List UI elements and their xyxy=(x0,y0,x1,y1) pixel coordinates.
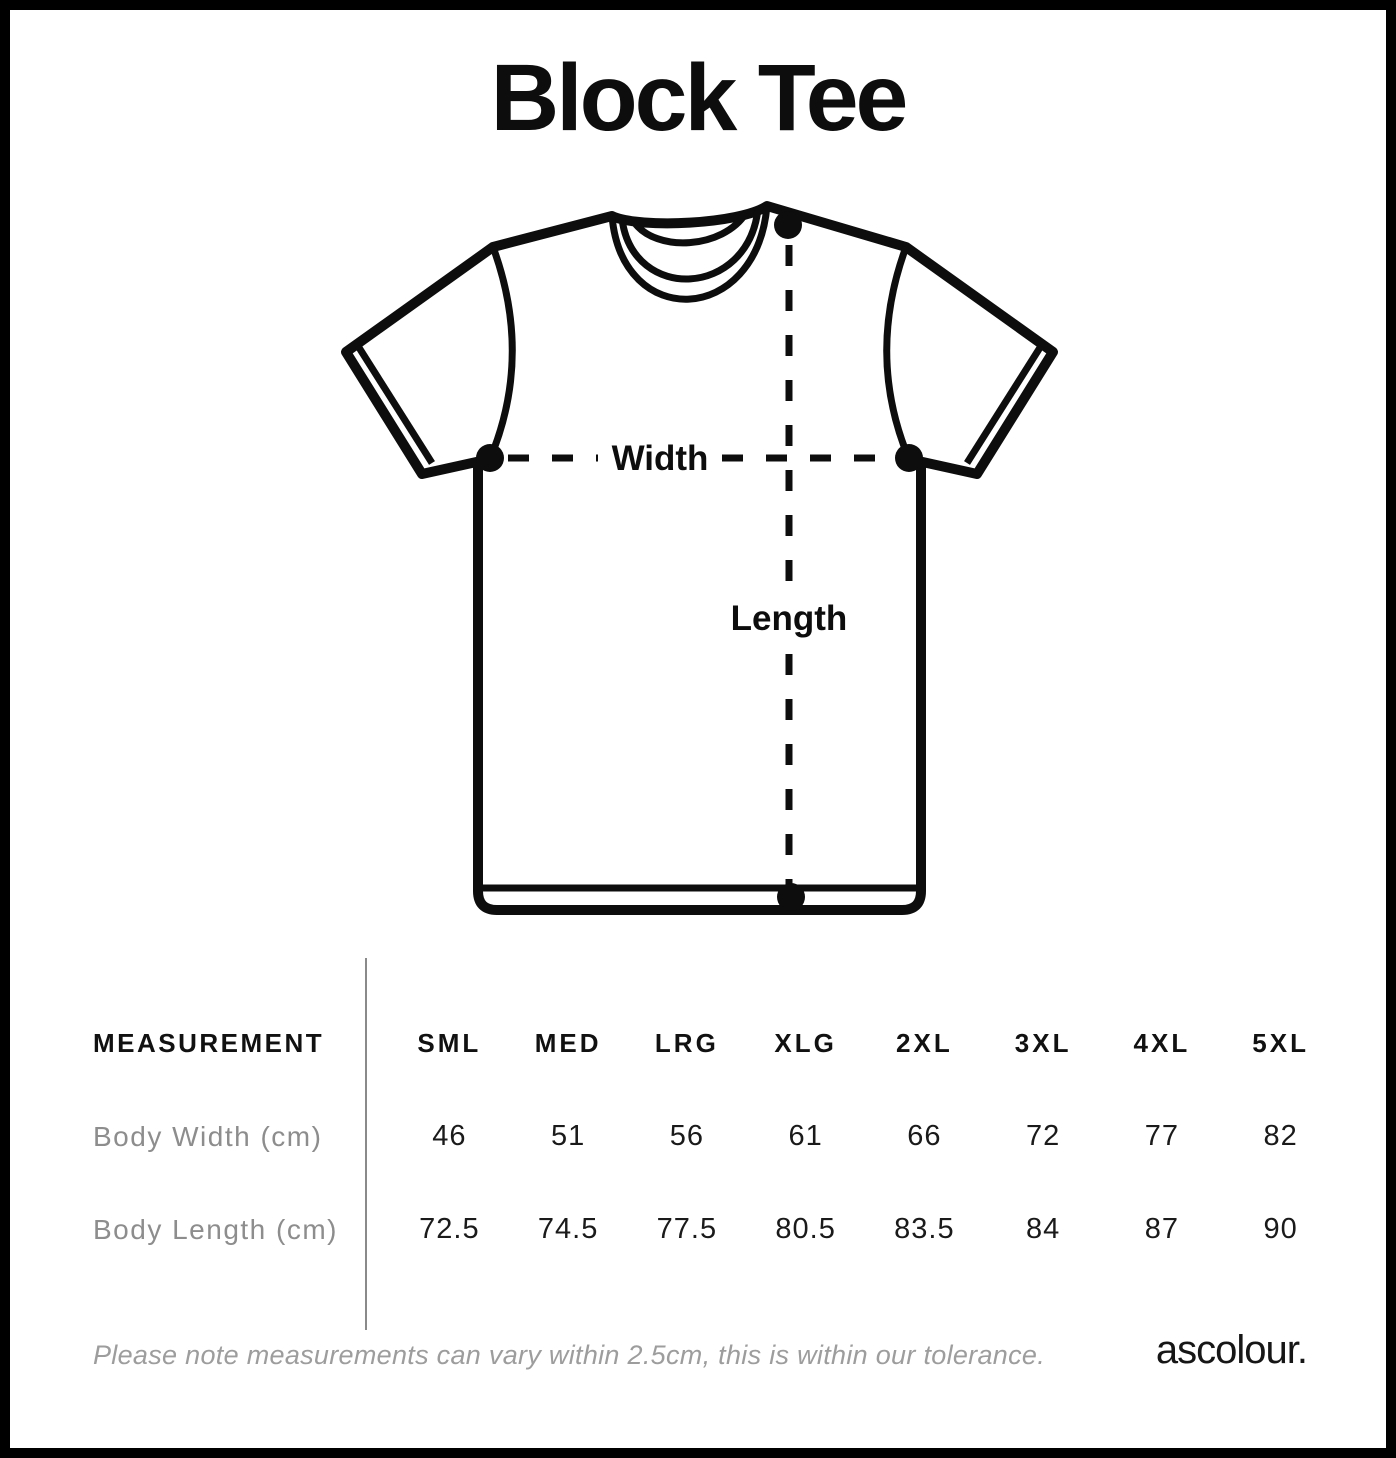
body-width-label: Body Width (cm) xyxy=(93,1120,323,1152)
body-width-med: 51 xyxy=(550,1120,586,1152)
brand-logo: ascolour. xyxy=(1155,1328,1307,1372)
body-width-lrg: 56 xyxy=(669,1120,704,1152)
body-length-lrg: 77.5 xyxy=(656,1213,718,1245)
body-length-med: 74.5 xyxy=(537,1213,599,1245)
body-length-2xl: 83.5 xyxy=(894,1213,955,1245)
armpit-measure-point-left xyxy=(476,444,504,472)
body-length-row xyxy=(93,1183,1340,1276)
size-header-med: MED xyxy=(534,1028,602,1058)
body-width-row xyxy=(93,1090,1340,1183)
hem-measure-point xyxy=(777,883,805,911)
page-title: Block Tee xyxy=(490,45,906,151)
size-table xyxy=(93,997,1340,1276)
body-length-label: Body Length (cm) xyxy=(93,1213,338,1245)
size-header-3xl: 3XL xyxy=(1014,1028,1072,1058)
body-width-4xl: 77 xyxy=(1144,1120,1179,1152)
size-header-sml: SML xyxy=(417,1028,482,1058)
body-width-sml: 46 xyxy=(432,1120,467,1152)
size-header-4xl: 4XL xyxy=(1133,1028,1191,1058)
tshirt-outline xyxy=(346,206,1053,910)
armpit-measure-point-right xyxy=(895,444,923,472)
body-length-sml: 72.5 xyxy=(419,1213,480,1245)
shoulder-measure-point xyxy=(774,211,802,239)
body-length-3xl: 84 xyxy=(1025,1213,1061,1245)
measurement-header: MEASUREMENT xyxy=(93,1028,325,1058)
body-width-5xl: 82 xyxy=(1263,1120,1298,1152)
size-header-2xl: 2XL xyxy=(896,1028,953,1058)
body-width-xlg: 61 xyxy=(788,1120,823,1152)
body-length-4xl: 87 xyxy=(1144,1213,1179,1245)
length-dimension-label: Length xyxy=(730,599,848,638)
size-table-header-row xyxy=(93,997,1340,1090)
width-dimension-label: Width xyxy=(611,439,709,478)
body-length-5xl: 90 xyxy=(1263,1213,1298,1245)
size-header-5xl: 5XL xyxy=(1252,1028,1309,1058)
tolerance-note: Please note measurements can vary within 2.5cm, this is within our tolerance. xyxy=(93,1340,1046,1370)
size-header-xlg: XLG xyxy=(774,1028,837,1058)
body-width-2xl: 66 xyxy=(907,1120,942,1152)
body-length-xlg: 80.5 xyxy=(775,1213,836,1245)
size-header-lrg: LRG xyxy=(654,1028,719,1058)
body-width-3xl: 72 xyxy=(1025,1120,1061,1152)
